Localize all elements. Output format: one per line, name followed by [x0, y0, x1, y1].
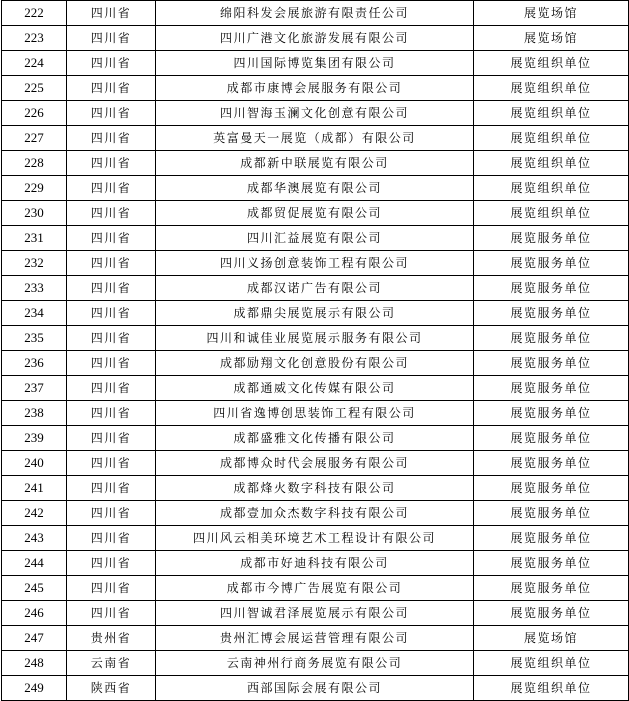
province-cell: 四川省	[67, 151, 156, 176]
unit-type-cell: 展览服务单位	[474, 451, 629, 476]
unit-type-cell: 展览组织单位	[474, 201, 629, 226]
company-name-cell: 四川广港文化旅游发展有限公司	[156, 26, 474, 51]
row-number-cell: 237	[2, 376, 67, 401]
company-name-cell: 英富曼天一展览（成都）有限公司	[156, 126, 474, 151]
unit-type-cell: 展览服务单位	[474, 326, 629, 351]
unit-type-cell: 展览组织单位	[474, 101, 629, 126]
table-row	[2, 426, 629, 451]
company-name-cell: 四川义扬创意装饰工程有限公司	[156, 251, 474, 276]
row-number-cell: 230	[2, 201, 67, 226]
table-row	[2, 76, 629, 101]
unit-type-cell: 展览场馆	[474, 626, 629, 651]
row-number-cell: 228	[2, 151, 67, 176]
company-name-cell: 四川风云相美环境艺术工程设计有限公司	[156, 526, 474, 551]
company-name-cell: 成都壹加众杰数字科技有限公司	[156, 501, 474, 526]
province-cell: 四川省	[67, 326, 156, 351]
table-row	[2, 351, 629, 376]
company-name-cell: 成都华澳展览有限公司	[156, 176, 474, 201]
table-row	[2, 476, 629, 501]
row-number-cell: 247	[2, 626, 67, 651]
table-row	[2, 526, 629, 551]
table-row	[2, 326, 629, 351]
row-number-cell: 222	[2, 1, 67, 26]
company-name-cell: 成都烽火数字科技有限公司	[156, 476, 474, 501]
province-cell: 四川省	[67, 26, 156, 51]
company-name-cell: 贵州汇博会展运营管理有限公司	[156, 626, 474, 651]
province-cell: 四川省	[67, 526, 156, 551]
row-number-cell: 242	[2, 501, 67, 526]
exhibition-companies-table	[1, 0, 629, 701]
province-cell: 四川省	[67, 551, 156, 576]
province-cell: 四川省	[67, 376, 156, 401]
row-number-cell: 249	[2, 676, 67, 701]
province-cell: 云南省	[67, 651, 156, 676]
unit-type-cell: 展览服务单位	[474, 301, 629, 326]
row-number-cell: 241	[2, 476, 67, 501]
company-name-cell: 成都市康博会展服务有限公司	[156, 76, 474, 101]
province-cell: 四川省	[67, 226, 156, 251]
row-number-cell: 234	[2, 301, 67, 326]
unit-type-cell: 展览服务单位	[474, 226, 629, 251]
row-number-cell: 224	[2, 51, 67, 76]
table-row	[2, 201, 629, 226]
company-name-cell: 四川国际博览集团有限公司	[156, 51, 474, 76]
province-cell: 四川省	[67, 1, 156, 26]
company-name-cell: 成都励翔文化创意股份有限公司	[156, 351, 474, 376]
table-row	[2, 176, 629, 201]
table-row	[2, 226, 629, 251]
table-row	[2, 301, 629, 326]
table-row	[2, 126, 629, 151]
table-row	[2, 51, 629, 76]
unit-type-cell: 展览服务单位	[474, 401, 629, 426]
row-number-cell: 232	[2, 251, 67, 276]
unit-type-cell: 展览组织单位	[474, 676, 629, 701]
table-row	[2, 151, 629, 176]
company-name-cell: 成都盛雅文化传播有限公司	[156, 426, 474, 451]
unit-type-cell: 展览服务单位	[474, 526, 629, 551]
company-name-cell: 西部国际会展有限公司	[156, 676, 474, 701]
company-name-cell: 成都市好迪科技有限公司	[156, 551, 474, 576]
table-row	[2, 101, 629, 126]
unit-type-cell: 展览组织单位	[474, 76, 629, 101]
table-row	[2, 551, 629, 576]
province-cell: 四川省	[67, 576, 156, 601]
row-number-cell: 243	[2, 526, 67, 551]
unit-type-cell: 展览组织单位	[474, 151, 629, 176]
table-row	[2, 376, 629, 401]
unit-type-cell: 展览服务单位	[474, 601, 629, 626]
unit-type-cell: 展览服务单位	[474, 551, 629, 576]
province-cell: 四川省	[67, 451, 156, 476]
province-cell: 四川省	[67, 351, 156, 376]
row-number-cell: 239	[2, 426, 67, 451]
unit-type-cell: 展览组织单位	[474, 651, 629, 676]
province-cell: 四川省	[67, 76, 156, 101]
unit-type-cell: 展览服务单位	[474, 351, 629, 376]
province-cell: 四川省	[67, 401, 156, 426]
table-row	[2, 501, 629, 526]
unit-type-cell: 展览服务单位	[474, 426, 629, 451]
row-number-cell: 248	[2, 651, 67, 676]
unit-type-cell: 展览服务单位	[474, 501, 629, 526]
company-name-cell: 成都贸促展览有限公司	[156, 201, 474, 226]
table-row	[2, 576, 629, 601]
company-name-cell: 云南神州行商务展览有限公司	[156, 651, 474, 676]
row-number-cell: 235	[2, 326, 67, 351]
row-number-cell: 238	[2, 401, 67, 426]
company-name-cell: 成都鼎尖展览展示有限公司	[156, 301, 474, 326]
company-name-cell: 成都汉诺广告有限公司	[156, 276, 474, 301]
company-name-cell: 成都新中联展览有限公司	[156, 151, 474, 176]
row-number-cell: 245	[2, 576, 67, 601]
unit-type-cell: 展览场馆	[474, 26, 629, 51]
row-number-cell: 229	[2, 176, 67, 201]
province-cell: 四川省	[67, 201, 156, 226]
row-number-cell: 225	[2, 76, 67, 101]
province-cell: 四川省	[67, 501, 156, 526]
row-number-cell: 233	[2, 276, 67, 301]
table-row	[2, 601, 629, 626]
unit-type-cell: 展览服务单位	[474, 276, 629, 301]
table-row	[2, 251, 629, 276]
unit-type-cell: 展览服务单位	[474, 576, 629, 601]
province-cell: 四川省	[67, 51, 156, 76]
unit-type-cell: 展览服务单位	[474, 376, 629, 401]
company-name-cell: 成都通威文化传媒有限公司	[156, 376, 474, 401]
row-number-cell: 226	[2, 101, 67, 126]
province-cell: 四川省	[67, 251, 156, 276]
province-cell: 陕西省	[67, 676, 156, 701]
table-row	[2, 676, 629, 701]
company-name-cell: 四川和诚佳业展览展示服务有限公司	[156, 326, 474, 351]
table-body	[2, 1, 629, 701]
province-cell: 四川省	[67, 601, 156, 626]
province-cell: 四川省	[67, 301, 156, 326]
company-name-cell: 成都市今博广告展览有限公司	[156, 576, 474, 601]
row-number-cell: 246	[2, 601, 67, 626]
table-row	[2, 651, 629, 676]
unit-type-cell: 展览服务单位	[474, 476, 629, 501]
company-name-cell: 四川智海玉澜文化创意有限公司	[156, 101, 474, 126]
unit-type-cell: 展览组织单位	[474, 51, 629, 76]
row-number-cell: 236	[2, 351, 67, 376]
unit-type-cell: 展览服务单位	[474, 251, 629, 276]
province-cell: 四川省	[67, 101, 156, 126]
unit-type-cell: 展览场馆	[474, 1, 629, 26]
province-cell: 四川省	[67, 176, 156, 201]
table-row	[2, 626, 629, 651]
province-cell: 四川省	[67, 426, 156, 451]
table-row	[2, 401, 629, 426]
company-name-cell: 四川省逸博创思装饰工程有限公司	[156, 401, 474, 426]
table-row	[2, 26, 629, 51]
province-cell: 四川省	[67, 126, 156, 151]
table-row	[2, 451, 629, 476]
row-number-cell: 240	[2, 451, 67, 476]
row-number-cell: 227	[2, 126, 67, 151]
company-name-cell: 四川智诚君泽展览展示有限公司	[156, 601, 474, 626]
company-name-cell: 成都博众时代会展服务有限公司	[156, 451, 474, 476]
province-cell: 贵州省	[67, 626, 156, 651]
province-cell: 四川省	[67, 276, 156, 301]
unit-type-cell: 展览组织单位	[474, 126, 629, 151]
unit-type-cell: 展览组织单位	[474, 176, 629, 201]
table-row	[2, 1, 629, 26]
row-number-cell: 231	[2, 226, 67, 251]
company-name-cell: 四川汇益展览有限公司	[156, 226, 474, 251]
table-row	[2, 276, 629, 301]
row-number-cell: 244	[2, 551, 67, 576]
company-name-cell: 绵阳科发会展旅游有限责任公司	[156, 1, 474, 26]
row-number-cell: 223	[2, 26, 67, 51]
province-cell: 四川省	[67, 476, 156, 501]
